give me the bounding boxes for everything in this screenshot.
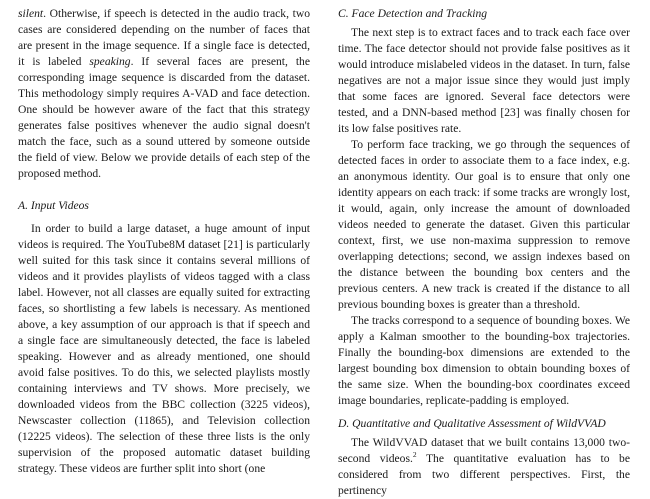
section-c-paragraph-1: The next step is to extract faces and to track each face over time. The face detector should not provide false positives as it would introduce mislabeled videos in the dataset. In turn, false negatives are not a major issue since they would just imply that some faces are ignored. Several face detectors were tested, and a DNN-based method [23] was finally chosen for its low false positives rate. [338, 26, 630, 135]
section-d-text-a: The WildVVAD dataset that we built contains 13,000 two-second videos. [338, 436, 630, 465]
section-d-text-b: The quantitative evaluation has to be considered from two different perspectives. First, the pertinency [338, 452, 631, 497]
section-a-paragraph: In order to build a large dataset, a huge amount of input videos is required. The YouTube8M dataset [21] is particularly well suited for this task since it contains several millions of videos and it provides playlists of videos tagged with a class label. However, not all classes are equally suited for extracting faces, so shortlisting a few labels is necessary. As mentioned above, a key assumption of our approach is that if speech and a single face are simultaneously detected, the face is labeled speaking. However and as already mentioned, one should avoid false positives. To do this, we selected playlists mostly containing interviews and TV shows. More precisely, we downloaded videos from the BBC collection (3225 videos), Newscaster collection (11865), and Television collection (12225 videos). The selection of these three lists is the only supervision of the proposed automatic dataset building strategy. These videos are further split into short (one [18, 222, 310, 475]
right-column [338, 6, 630, 499]
intro-text-b: . If several faces are present, the corresponding image sequence is discarded from the dataset. This methodology simply requires A-VAD and face detection. One should be however aware of the fact that this strategy generates false positives whenever the audio signal doesn't match the face, such as a sound uttered by someone outside the field of view. Below we provide details of each step of the proposed method. [18, 55, 310, 180]
footnote-marker: 2 [412, 450, 417, 460]
section-c-paragraph-3: The tracks correspond to a sequence of bounding boxes. We apply a Kalman smoother to the bounding-box trajectories. Finally the bounding-box dimensions are extended to the largest bounding box dimension to obtain bounding boxes of the same size. When the bounding-box coordinates exceed image boundaries, replicate-padding is employed. [338, 314, 630, 407]
section-c-heading: C. Face Detection and Tracking [338, 7, 488, 20]
section-a-heading: A. Input Videos [18, 199, 89, 212]
intro-paragraph [18, 6, 310, 182]
section-d-heading: D. Quantitative and Qualitative Assessment of WildVVAD [338, 417, 606, 430]
intro-text-a: . Otherwise, if speech is detected in the audio track, two cases are considered depending on the number of faces that are present in the image sequence. If a single face is detected, it is labeled [18, 7, 310, 68]
section-c-paragraph-2: To perform face tracking, we go through the sequences of detected faces in order to associate them to a face index, e.g. an anonymous identity. Our goal is to ensure that only one identity appears on each track: if some tracks are wrongly lost, it would, again, only increase the amount of downloaded videos needed to generate the dataset. Given this particular context, first, we use non-maxima suppression to remove overlapping detections; second, we assign indexes based on the distance between the bounding box centers and the previous centers. A new track is created if the distance to all previous bounding boxes is greater than a threshold. [338, 138, 630, 311]
left-column [18, 6, 310, 477]
section-d-paragraph [338, 435, 630, 499]
italic-speaking: speaking [89, 55, 131, 68]
italic-silent: silent [18, 7, 44, 20]
